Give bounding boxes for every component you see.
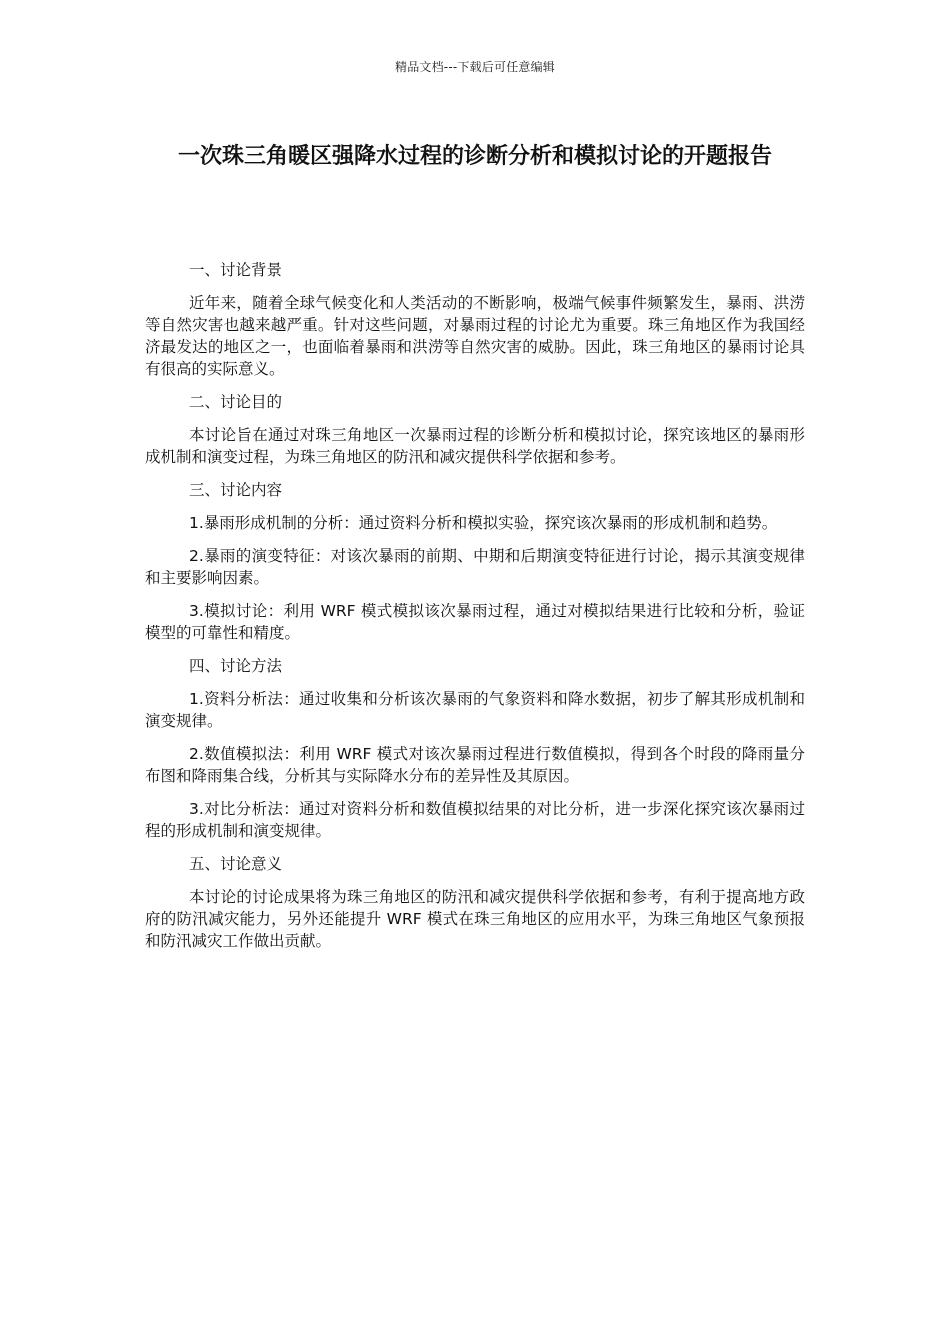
section-heading-content: 三、讨论内容 <box>189 481 283 499</box>
paragraph-methods-1: 1.资料分析法：通过收集和分析该次暴雨的气象资料和降水数据，初步了解其形成机制和演变规律。 <box>145 690 805 730</box>
paragraph-purpose: 本讨论旨在通过对珠三角地区一次暴雨过程的诊断分析和模拟讨论，探究该地区的暴雨形成机制和演变过程，为珠三角地区的防汛和减灾提供科学依据和参考。 <box>145 426 805 466</box>
section-heading-methods: 四、讨论方法 <box>189 657 283 675</box>
paragraph-methods-3: 3.对比分析法：通过对资料分析和数值模拟结果的对比分析，进一步深化探究该次暴雨过程的形成机制和演变规律。 <box>145 800 805 840</box>
paragraph-content-2: 2.暴雨的演变特征：对该次暴雨的前期、中期和后期演变特征进行讨论，揭示其演变规律和主要影响因素。 <box>145 547 805 587</box>
section-heading-background: 一、讨论背景 <box>189 261 283 279</box>
paragraph-content-3: 3.模拟讨论：利用 WRF 模式模拟该次暴雨过程，通过对模拟结果进行比较和分析，验证模型的可靠性和精度。 <box>145 602 805 642</box>
document-title: 一次珠三角暖区强降水过程的诊断分析和模拟讨论的开题报告 <box>177 144 772 169</box>
paragraph-background: 近年来，随着全球气候变化和人类活动的不断影响，极端气候事件频繁发生，暴雨、洪涝等自然灾害也越来越严重。针对这些问题，对暴雨过程的讨论尤为重要。珠三角地区作为我国经济最发达的地区之一，也面临着暴雨和洪涝等自然灾害的威胁。因此，珠三角地区的暴雨讨论具有很高的实际意义。 <box>145 294 805 378</box>
document-body <box>145 259 805 963</box>
section-heading-significance: 五、讨论意义 <box>189 855 283 873</box>
section-heading-purpose: 二、讨论目的 <box>189 393 283 411</box>
page-header-watermark: 精品文档---下载后可任意编辑 <box>395 60 555 74</box>
paragraph-methods-2: 2.数值模拟法：利用 WRF 模式对该次暴雨过程进行数值模拟，得到各个时段的降雨量分布图和降雨集合线，分析其与实际降水分布的差异性及其原因。 <box>145 745 805 785</box>
paragraph-significance: 本讨论的讨论成果将为珠三角地区的防汛和减灾提供科学依据和参考，有利于提高地方政府的防汛减灾能力，另外还能提升 WRF 模式在珠三角地区的应用水平，为珠三角地区气象预报和防汛减灾工作做出贡献。 <box>145 888 805 950</box>
paragraph-content-1: 1.暴雨形成机制的分析：通过资料分析和模拟实验，探究该次暴雨的形成机制和趋势。 <box>189 514 778 532</box>
